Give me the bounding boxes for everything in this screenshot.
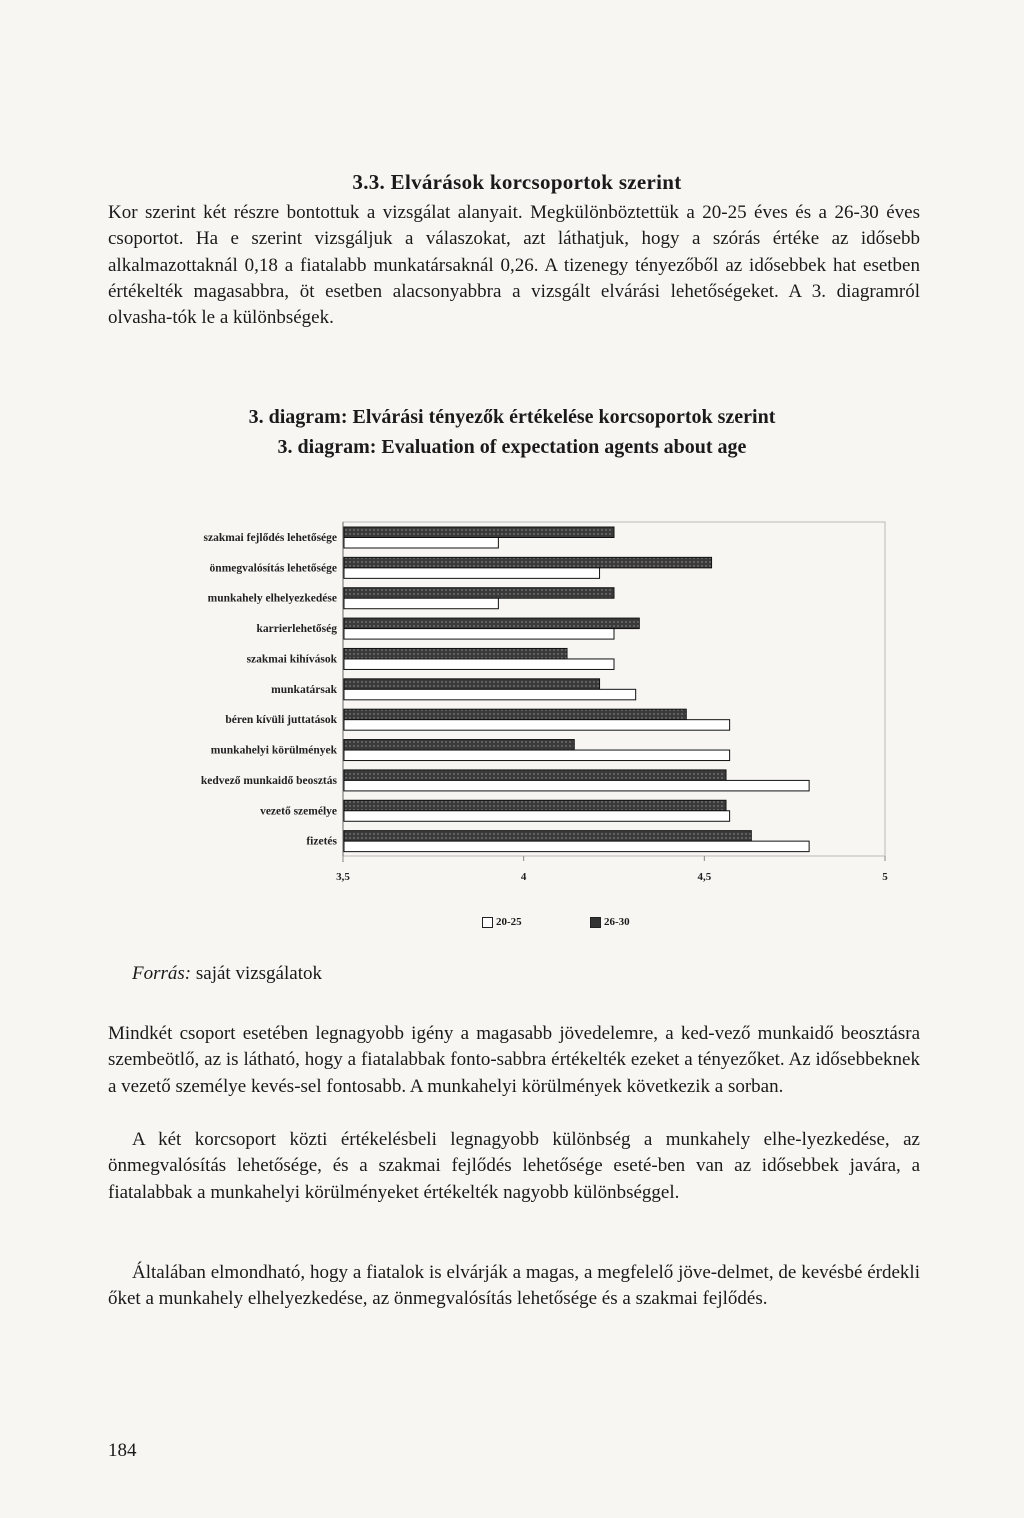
bar-20-25	[344, 780, 809, 791]
bar-26-30	[344, 618, 639, 629]
category-label: szakmai fejlődés lehetősége	[203, 532, 337, 544]
bar-26-30	[344, 679, 600, 690]
bar-26-30	[344, 740, 574, 751]
source-label: Forrás:	[132, 963, 192, 984]
paragraph-2: A két korcsoport közti értékelésbeli legnagyobb különbség a munkahely elhe-lyezkedése, az önmegvalósítás lehetősége, és a szakmai fejlődés lehetősége eseté-ben van az idősebbek javára, a fiatalabbak a munkahelyi körülményeket értékelték nagyobb különbséggel.	[108, 1129, 920, 1203]
bar-20-25	[344, 568, 600, 579]
intro-paragraph: Kor szerint két részre bontottuk a vizsgálat alanyait. Megkülönböztettük a 20-25 éves és a 26-30 éves csoportot. Ha e szerint vizsgáljuk a válaszokat, azt láthatjuk, hogy a szórás értéke az idősebb alkalmazottaknál 0,18 a fiatalabb munkatársaknál 0,26. A tizenegy tényezőből az idősebbek hat esetben értékelték magasabbra, öt esetben alacsonyabbra a vizsgált elvárási lehetőségeket. A 3. diagramról olvasha-tók le a különbségek.	[108, 202, 920, 329]
category-label: munkatársak	[271, 683, 337, 696]
bar-20-25	[344, 598, 498, 609]
bar-20-25	[344, 659, 614, 670]
category-label: munkahely elhelyezkedése	[207, 592, 337, 605]
chart-title-hungarian: 3. diagram: Elvárási tényezők értékelése korcsoportok szerint	[248, 406, 776, 428]
bar-26-30	[344, 527, 614, 538]
bar-26-30	[344, 648, 567, 659]
category-label: munkahelyi körülmények	[210, 744, 337, 757]
legend-item-26-30	[590, 916, 630, 928]
bar-26-30	[344, 800, 726, 811]
category-label: önmegvalósítás lehetősége	[209, 562, 337, 575]
bar-20-25	[344, 720, 730, 731]
category-label: béren kívüli juttatások	[225, 714, 337, 727]
source-text: saját vizsgálatok	[195, 963, 322, 984]
bar-20-25	[344, 811, 730, 822]
bar-20-25	[344, 841, 809, 852]
source-note	[132, 963, 322, 985]
paragraph-3: Általában elmondható, hogy a fiatalok is elvárják a magas, a megfelelő jöve-delmet, de kevésbé érdekli őket a munkahely elhelyezkedése, az önmegvalósítás lehetősége és a szakmai fejlődés.	[108, 1262, 920, 1310]
category-label: kedvező munkaidő beosztás	[200, 774, 337, 787]
bar-26-30	[344, 770, 726, 781]
bar-26-30	[344, 831, 751, 842]
legend-label-20-25: 20-25	[496, 916, 522, 928]
section-title: 3.3. Elvárások korcsoportok szerint	[352, 170, 682, 194]
bar-20-25	[344, 689, 636, 700]
category-label: vezető személye	[260, 805, 337, 818]
bar-20-25	[344, 629, 614, 640]
bar-26-30	[344, 709, 686, 720]
legend-label-26-30: 26-30	[604, 916, 630, 928]
bar-26-30	[344, 588, 614, 599]
legend-swatch-dark	[590, 917, 601, 928]
page-number: 184	[108, 1440, 137, 1461]
category-label: fizetés	[306, 835, 337, 848]
bar-20-25	[344, 538, 498, 549]
legend-item-20-25	[482, 916, 522, 928]
x-tick-label: 4,5	[697, 871, 712, 883]
x-tick-label: 4	[520, 871, 527, 883]
bar-26-30	[344, 557, 712, 568]
category-label: szakmai kihívások	[246, 653, 337, 666]
category-label: karrierlehetőség	[256, 623, 337, 636]
x-tick-label: 5	[882, 871, 888, 883]
x-tick-label: 3,5	[336, 871, 350, 883]
chart-title-english: 3. diagram: Evaluation of expectation agents about age	[277, 436, 747, 458]
bar-20-25	[344, 750, 730, 761]
paragraph-1: Mindkét csoport esetében legnagyobb igény a magasabb jövedelemre, a ked-vező munkaidő beosztásra szembeötlő, az is látható, hogy a fiatalabbak fonto-sabbra értékelték ezeket a tényezőket. Az idősebbeknek a vezető személye kevés-sel fontosabb. A munkahelyi körülmények következik a sorban.	[108, 1023, 920, 1097]
legend-swatch-white	[482, 917, 493, 928]
